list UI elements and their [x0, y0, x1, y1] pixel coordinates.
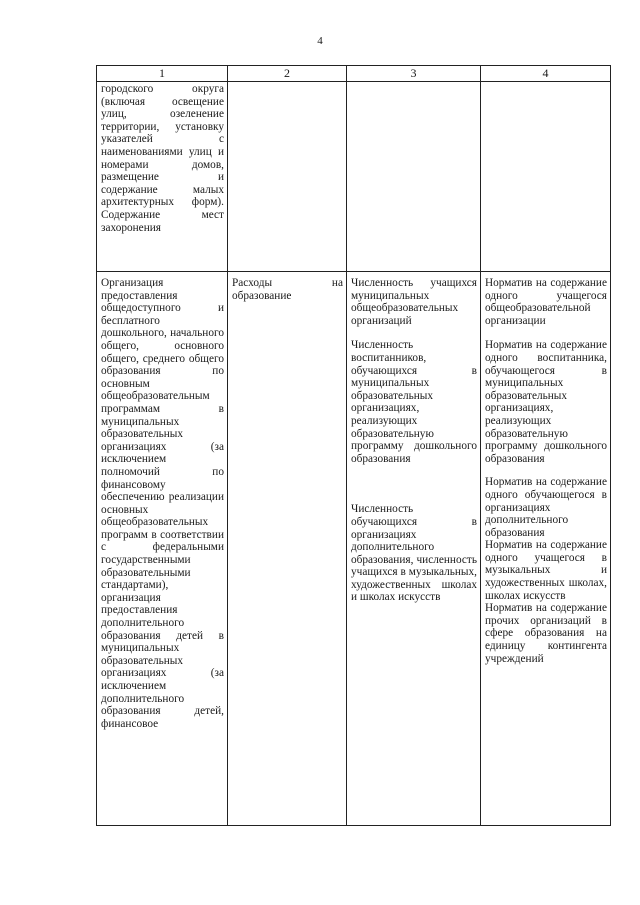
- row2-col3-cell: [347, 272, 481, 826]
- column-header-2: 2: [228, 66, 347, 82]
- norm-preschool: Норматив на содержание одного воспитанника, обучающегося в муниципальных образовательных организациях, реализующих образовательную программу дошкольного образования: [485, 339, 607, 465]
- norm-students: Норматив на содержание одного учащегося общеобразовательной организации: [485, 277, 607, 327]
- norm-art-schools: Норматив на содержание одного учащегося в музыкальных и художественных школах, школах искусств: [485, 539, 607, 602]
- table-row: [97, 272, 611, 826]
- row1-col1-cell: городского округа (включая освещение улиц, озеленение территории, установку указателей с наименованиями улиц и номерами домов, размещение и содержание малых архитектурных форм). Содержание мест захоронения: [97, 82, 228, 272]
- page-number: 4: [317, 35, 323, 47]
- data-table: [96, 65, 611, 826]
- row1-col3-cell: [347, 82, 481, 272]
- table-header-row: [97, 66, 611, 82]
- row1-col4-cell: [481, 82, 611, 272]
- norm-additional-education: Норматив на содержание одного обучающегося в организациях дополнительного образования: [485, 476, 607, 539]
- row2-col1-cell: Организация предоставления общедоступного и бесплатного дошкольного, начального общего, основного общего, среднего общего образования по основным общеобразовательным программам в муниципальных образовательных организациях (за исключением полномочий по финансовому обеспечению реализации основных общеобразовательных программ в соответствии с федеральными государственными образовательными стандартами), организация предоставления дополнительного образования детей в муниципальных образовательных организациях (за исключением дополнительного образования детей, финансовое: [97, 272, 228, 826]
- indicator-students: Численность учащихся муниципальных общеобразовательных организаций: [351, 277, 477, 327]
- row2-col4-cell: [481, 272, 611, 826]
- column-header-3: 3: [347, 66, 481, 82]
- column-header-1: 1: [97, 66, 228, 82]
- row2-col2-cell: Расходы на образование: [228, 272, 347, 826]
- table-row: [97, 82, 611, 272]
- indicator-additional-education: Численность обучающихся в организациях дополнительного образования, численность учащихся в музыкальных, художественных школах и школах искусств: [351, 503, 477, 604]
- norm-other-organizations: Норматив на содержание прочих организаций в сфере образования на единицу контингента учреждений: [485, 602, 607, 665]
- indicator-preschool: Численность воспитанников, обучающихся в муниципальных образовательных организациях, реализующих образовательную программу дошкольного образования: [351, 339, 477, 465]
- row1-col2-cell: [228, 82, 347, 272]
- column-header-4: 4: [481, 66, 611, 82]
